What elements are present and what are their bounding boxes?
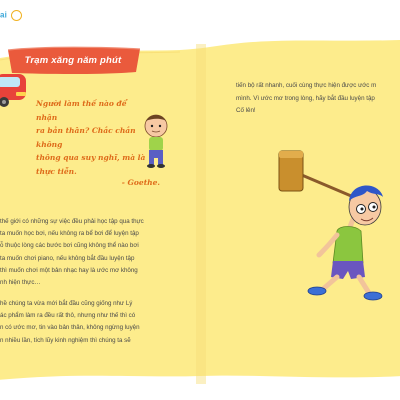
banner-title: Trạm xăng năm phút [24, 55, 122, 66]
text-line: mình. Vì ước mơ trong lòng, hãy bắt đầu luyện tập [236, 94, 375, 102]
quote-author: - Goethe. [121, 178, 160, 187]
text-line: hề chúng ta vừa mới bắt đầu cũng giống như Lý [0, 300, 133, 307]
text-line: ta muốn chơi piano, nếu không bắt đầu luyện tập [0, 254, 135, 262]
text-line: ỗ thuộc lòng các bước bơi cũng không thể nào bơi [0, 242, 139, 250]
sun-icon [11, 10, 22, 21]
text-line: Cố lên! [236, 107, 256, 114]
quote-line: Người làm thế nào để nhận [36, 99, 127, 122]
text-line: n có ước mơ, tin vào bản thân, không ngừng luyện [0, 324, 140, 332]
text-line: tiến bộ rất nhanh, cuối cùng thực hiện được ước m [236, 82, 377, 89]
series-logo-text: ai [0, 10, 8, 20]
text-line: ta muốn học bơi, nếu không ra bể bơi để luyện tập [0, 230, 139, 238]
right-paragraph [236, 80, 400, 118]
quote-line: thông qua suy nghĩ, mà là [36, 153, 146, 162]
left-paragraph-1 [0, 216, 172, 289]
text-line: n nhiều lần, tích lũy kinh nghiệm thì chúng ta sẽ [0, 336, 131, 344]
text-line: thì muốn chơi một bản nhạc hay là ước mơ không [0, 266, 138, 274]
boy-with-hammer-illustration [275, 145, 395, 305]
text-line: nh hiện thực… [0, 279, 41, 287]
thinking-kid-illustration [138, 112, 174, 168]
series-logo [0, 10, 22, 21]
quote-block [36, 97, 148, 178]
quote-line: ra bản thân? Chắc chắn không [36, 126, 136, 149]
text-line: thế giới có những sự việc đều phải học tập qua thực [0, 218, 144, 225]
left-paragraph-2 [0, 298, 172, 347]
quote-line: thực tiễn. [36, 166, 77, 176]
car-illustration [0, 68, 30, 110]
text-line: ác phẩm làm ra đều rất thô, nhưng như thế thì có [0, 312, 136, 320]
